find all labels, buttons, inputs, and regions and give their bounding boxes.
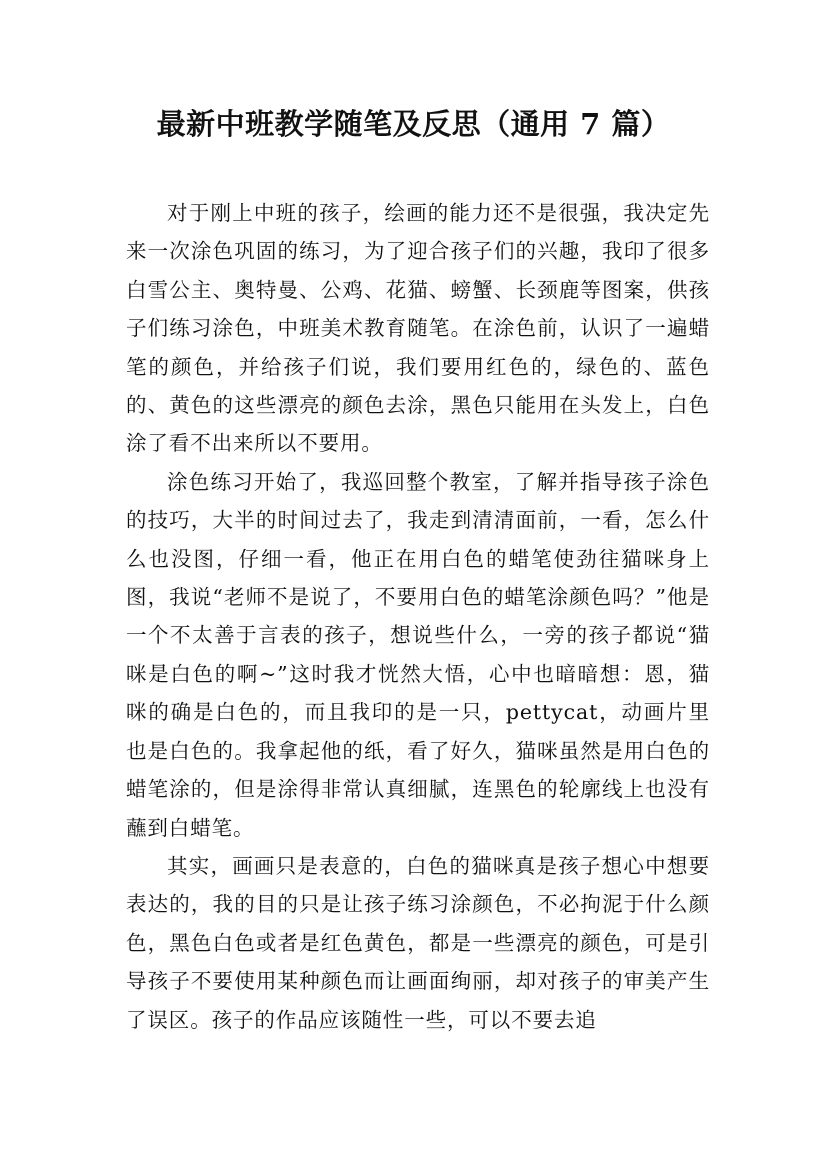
paragraph-1: 对于刚上中班的孩子，绘画的能力还不是很强，我决定先来一次涂色巩固的练习，为了迎合孩子们的兴趣，我印了很多白雪公主、奥特曼、公鸡、花猫、螃蟹、长颈鹿等图案，供孩子们练习涂色，中班美术教育随笔。在涂色前，认识了一遍蜡笔的颜色，并给孩子们说，我们要用红色的，绿色的、蓝色的、黄色的这些漂亮的颜色去涂，黑色只能用在头发上，白色涂了看不出来所以不要用。: [126, 201, 710, 456]
document-body: [126, 194, 710, 1039]
document-title: 最新中班教学随笔及反思（通用 7 篇）: [156, 107, 671, 141]
paragraph-2: 涂色练习开始了，我巡回整个教室，了解并指导孩子涂色的技巧，大半的时间过去了，我走到清清面前，一看，怎么什么也没图，仔细一看，他正在用白色的蜡笔使劲往猫咪身上图，我说“老师不是说了，不要用白色的蜡笔涂颜色吗？”他是一个不太善于言表的孩子，想说些什么，一旁的孩子都说“猫咪是白色的啊~”这时我才恍然大悟，心中也暗暗想：恩，猫咪的确是白色的，而且我印的是一只，pettycat，动画片里也是白色的。我拿起他的纸，看了好久，猫咪虽然是用白色的蜡笔涂的，但是涂得非常认真细腻，连黑色的轮廓线上也没有蘸到白蜡笔。: [126, 469, 710, 840]
paragraph-3: 其实，画画只是表意的，白色的猫咪真是孩子想心中想要表达的，我的目的只是让孩子练习涂颜色，不必拘泥于什么颜色，黑色白色或者是红色黄色，都是一些漂亮的颜色，可是引导孩子不要使用某种颜色而让画面绚丽，却对孩子的审美产生了误区。孩子的作品应该随性一些，可以不要去追: [126, 853, 710, 1032]
